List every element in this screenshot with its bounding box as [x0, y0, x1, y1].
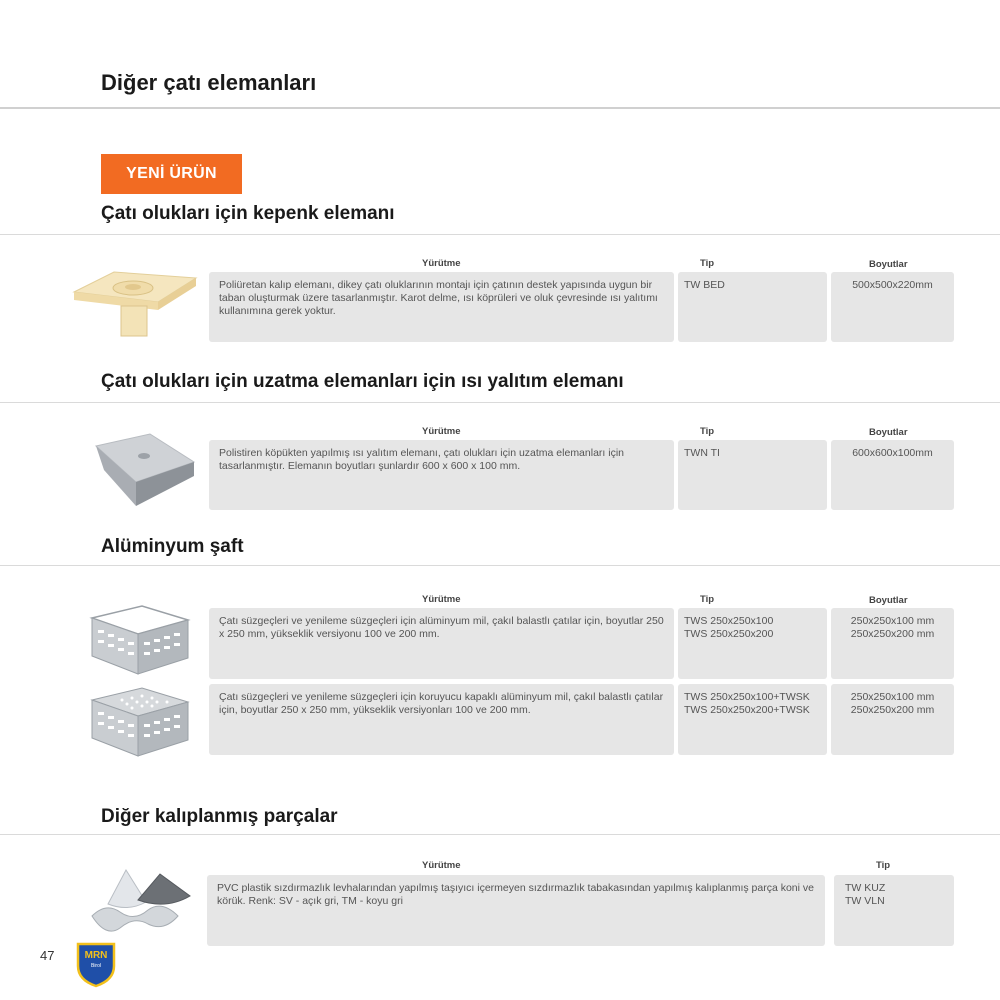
- description-cell: Polistiren köpükten yapılmış ısı yalıtım elemanı, çatı olukları için uzatma elemanları için tasarlanmıştır. Elemanın boyutları şunlardır 600 x 600 x 100 mm.: [209, 440, 674, 510]
- logo-text: MRN: [84, 950, 108, 961]
- title-divider: [0, 107, 1000, 109]
- dimensions-cell: [831, 608, 954, 679]
- dimensions-cell: [831, 272, 954, 342]
- description-cell: Çatı süzgeçleri ve yenileme süzgeçleri için alüminyum mil, çakıl balastlı çatılar için, boyutlar 250 x 250 mm, yükseklik versiyonu 100 ve 200 mm.: [209, 608, 674, 679]
- section-divider: [0, 834, 1000, 835]
- column-header-boyutlar: Boyutlar: [869, 595, 908, 606]
- description-cell: Poliüretan kalıp elemanı, dikey çatı oluklarının montajı için çatının destek yapısında uygun bir taban oluşturmak üzere tasarlanmıştır. Karot delme, ısı köprüleri ve oluk çevresinde ısı yalıtımı kullanımına gerek yoktur.: [209, 272, 674, 342]
- tip-cell: [678, 440, 827, 510]
- aluminium-shaft-image: [82, 602, 197, 678]
- column-header-boyutlar: Boyutlar: [869, 259, 908, 270]
- column-header-yurutme: Yürütme: [422, 426, 461, 437]
- column-header-tip: Tip: [700, 426, 715, 437]
- aluminium-shaft-with-cover-image: [82, 682, 197, 760]
- molded-parts-image: [86, 866, 198, 942]
- tip-value: TWS 250x250x200: [684, 628, 774, 640]
- dimensions-value: 500x500x220mm: [852, 279, 933, 291]
- column-header-yurutme: Yürütme: [422, 258, 461, 269]
- tip-value: TWN TI: [684, 447, 720, 459]
- tip-value: TWS 250x250x200+TWSK: [684, 704, 810, 716]
- column-header-tip: Tip: [876, 860, 891, 871]
- page-number: 47: [40, 948, 55, 963]
- gutter-cover-image: [70, 270, 200, 340]
- section-divider: [0, 234, 1000, 235]
- column-header-tip: Tip: [700, 594, 715, 605]
- description-cell: Çatı süzgeçleri ve yenileme süzgeçleri için koruyucu kapaklı alüminyum mil, çakıl balastlı çatılar için, boyutlar 250 x 250 mm, yükseklik versiyonları 100 ve 200 mm.: [209, 684, 674, 755]
- dimensions-value: 250x250x100 mm: [850, 691, 935, 703]
- dimensions-value: 250x250x200 mm: [850, 704, 935, 716]
- insulation-element-image: [90, 432, 200, 514]
- section-title-insulation: Çatı olukları için uzatma elemanları için ısı yalıtım elemanı: [101, 371, 624, 392]
- tip-value: TW BED: [684, 279, 725, 291]
- dimensions-cell: [831, 440, 954, 510]
- dimensions-value: 250x250x200 mm: [850, 628, 935, 640]
- column-header-yurutme: Yürütme: [422, 594, 461, 605]
- tip-cell: [834, 875, 954, 946]
- tip-value: TW KUZ: [845, 882, 886, 894]
- dimensions-value: 600x600x100mm: [852, 447, 933, 459]
- tip-value: TWS 250x250x100+TWSK: [684, 691, 810, 703]
- column-header-boyutlar: Boyutlar: [869, 427, 908, 438]
- tip-value: TW VLN: [845, 895, 885, 907]
- logo-subtext: Birol: [90, 963, 101, 969]
- section-title-molded-parts: Diğer kalıplanmış parçalar: [101, 806, 338, 827]
- column-header-tip: Tip: [700, 258, 715, 269]
- dimensions-cell: [831, 684, 954, 755]
- section-title-aluminium-shaft: Alüminyum şaft: [101, 536, 244, 557]
- dimensions-value: 250x250x100 mm: [850, 615, 935, 627]
- description-cell: PVC plastik sızdırmazlık levhalarından yapılmış taşıyıcı içermeyen sızdırmazlık tabakasından yapılmış kalıplanmış parça koni ve körük. Renk: SV - açık gri, TM - koyu gri: [207, 875, 825, 946]
- section-divider: [0, 402, 1000, 403]
- tip-value: TWS 250x250x100: [684, 615, 774, 627]
- column-header-yurutme: Yürütme: [422, 860, 461, 871]
- section-title-gutter-cover: Çatı olukları için kepenk elemanı: [101, 203, 395, 224]
- new-product-badge: YENİ ÜRÜN: [101, 154, 242, 194]
- tip-cell: [678, 608, 827, 679]
- section-divider: [0, 565, 1000, 566]
- tip-cell: [678, 684, 827, 755]
- page-title: Diğer çatı elemanları: [101, 70, 317, 95]
- tip-cell: [678, 272, 827, 342]
